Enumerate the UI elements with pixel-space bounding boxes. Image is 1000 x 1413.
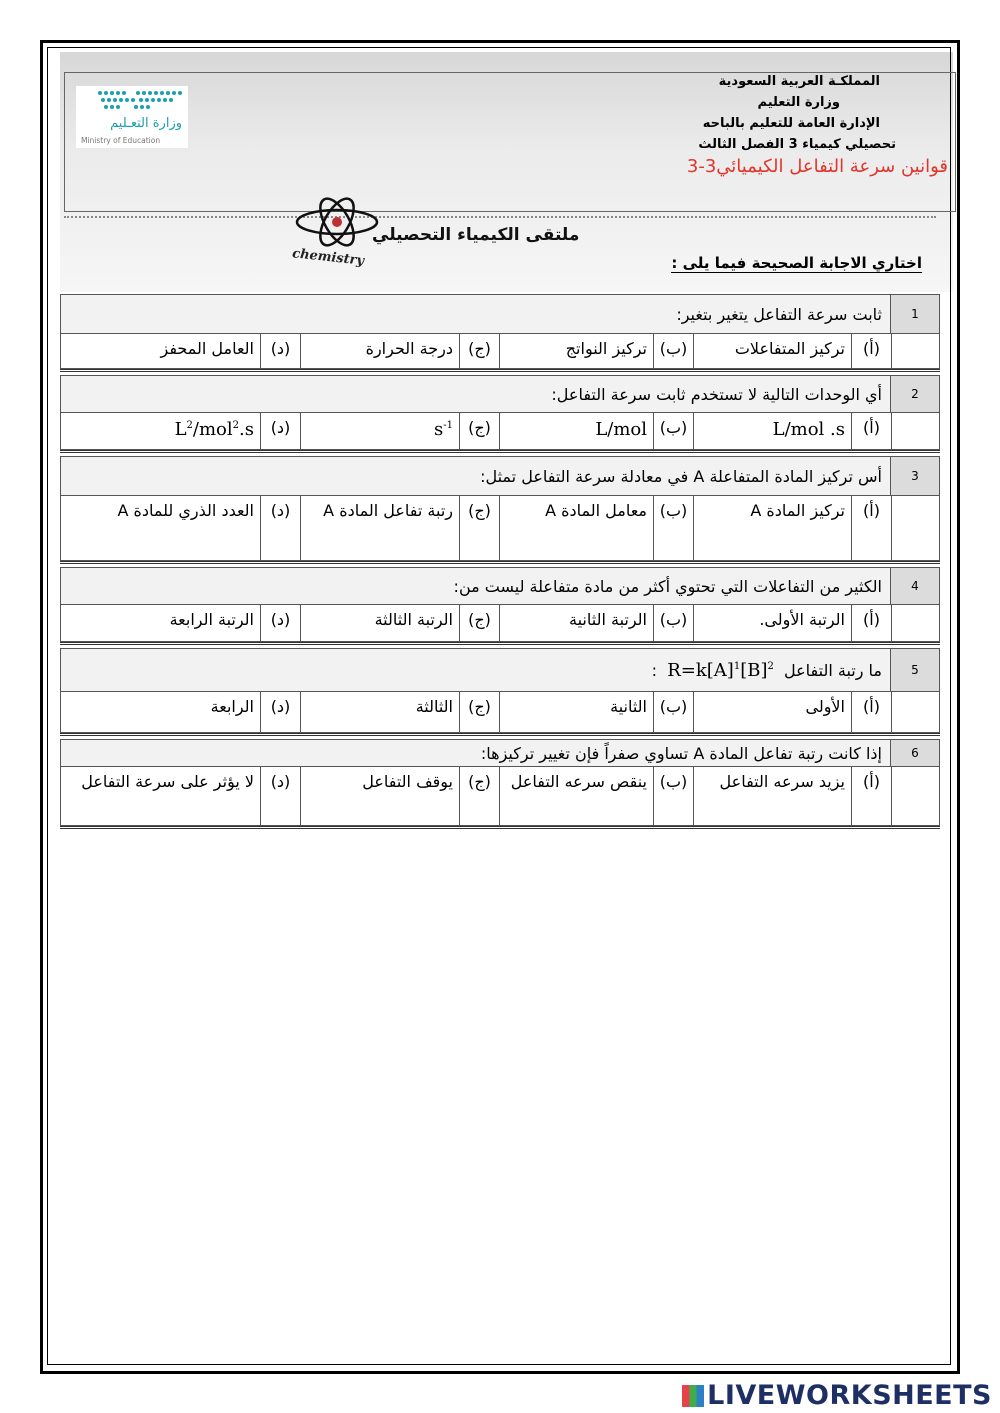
option-letter-b: (ب) — [653, 334, 693, 368]
option-b[interactable]: الرتبة الثانية — [499, 605, 653, 641]
option-letter-b: (ب) — [653, 496, 693, 560]
logo-arabic-text: وزارة التعـليم — [110, 116, 182, 131]
option-a[interactable]: L/mol .s — [693, 413, 851, 449]
option-b[interactable]: ينقص سرعه التفاعل — [499, 767, 653, 825]
option-a[interactable]: الأولى — [693, 692, 851, 732]
ministry-logo — [76, 86, 188, 148]
option-letter-a: (أ) — [851, 413, 891, 449]
question-6 — [60, 739, 940, 829]
answer-blank[interactable] — [891, 767, 939, 825]
option-c[interactable]: الرتبة الثالثة — [300, 605, 459, 641]
liveworksheets-brand: LIVEWORKSHEETS — [682, 1380, 992, 1411]
header-divider — [64, 216, 936, 218]
option-d[interactable]: العدد الذري للمادة A — [117, 501, 254, 520]
question-1 — [60, 294, 940, 372]
question-number: 6 — [890, 740, 939, 766]
logo-english-text: Ministry of Education — [81, 136, 161, 145]
header-line-directorate: الإدارة العامة للتعليم بالباحه — [702, 116, 880, 131]
question-2 — [60, 375, 940, 453]
option-d[interactable]: الرتبة الرابعة — [169, 610, 254, 629]
instruction-text: اختاري الاجابة الصحيحة فيما يلى : — [671, 254, 922, 272]
option-a[interactable]: تركيز المتفاعلات — [693, 334, 851, 368]
question-text: إذا كانت رتبة تفاعل المادة A تساوي صفراً فإن تغيير تركيزها: — [480, 743, 882, 763]
answer-blank[interactable] — [891, 605, 939, 641]
header-line-exam: تحصيلي كيمياء 3 الفصل الثالث — [698, 137, 896, 152]
question-text: أس تركيز المادة المتفاعلة A في معادلة سرعة التفاعل تمثل: — [480, 466, 882, 486]
question-text: ثابت سرعة التفاعل يتغير بتغير: — [676, 304, 882, 324]
questions-table — [60, 294, 940, 832]
chemistry-label: chemistry — [291, 246, 365, 269]
option-letter-c: (ج) — [459, 605, 499, 641]
question-4 — [60, 567, 940, 645]
option-letter-a: (أ) — [851, 496, 891, 560]
option-letter-a: (أ) — [851, 767, 891, 825]
answer-blank[interactable] — [891, 334, 939, 368]
option-letter-c: (ج) — [459, 767, 499, 825]
question-number: 5 — [890, 649, 939, 691]
question-3 — [60, 456, 940, 564]
option-letter-a: (أ) — [851, 334, 891, 368]
header-line-kingdom: المملكـة العربية السعودية — [718, 74, 880, 89]
option-a[interactable]: يزيد سرعه التفاعل — [693, 767, 851, 825]
question-text: الكثير من التفاعلات التي تحتوي أكثر من مادة متفاعلة ليست من: — [453, 576, 882, 596]
club-name: ملتقى الكيمياء التحصيلي — [372, 225, 580, 245]
atom-icon — [292, 190, 382, 250]
question-number: 4 — [890, 568, 939, 604]
liveworksheets-logo-icon — [682, 1385, 704, 1407]
answer-blank[interactable] — [891, 413, 939, 449]
option-letter-c: (ج) — [459, 496, 499, 560]
header-line-ministry: وزارة التعليم — [757, 95, 840, 110]
option-letter-d: (د) — [260, 692, 300, 732]
option-letter-a: (أ) — [851, 605, 891, 641]
option-letter-b: (ب) — [653, 413, 693, 449]
answer-blank[interactable] — [891, 496, 939, 560]
option-c[interactable]: درجة الحرارة — [300, 334, 459, 368]
worksheet-title: قوانين سرعة التفاعل الكيميائي3-3 — [686, 156, 948, 177]
option-letter-c: (ج) — [459, 413, 499, 449]
option-letter-d: (د) — [260, 413, 300, 449]
question-number: 2 — [890, 376, 939, 412]
option-d[interactable]: لا يؤثر على سرعة التفاعل — [81, 772, 254, 791]
option-letter-c: (ج) — [459, 334, 499, 368]
option-letter-d: (د) — [260, 605, 300, 641]
option-b[interactable]: تركيز النواتج — [499, 334, 653, 368]
option-letter-d: (د) — [260, 334, 300, 368]
question-text: ما رتبة التفاعل $R=k[A]^1[B]^2$ : — [651, 659, 882, 681]
option-letter-a: (أ) — [851, 692, 891, 732]
option-letter-c: (ج) — [459, 692, 499, 732]
question-5 — [60, 648, 940, 736]
option-a[interactable]: الرتبة الأولى. — [693, 605, 851, 641]
option-letter-b: (ب) — [653, 692, 693, 732]
question-text: أي الوحدات التالية لا تستخدم ثابت سرعة التفاعل: — [551, 384, 882, 404]
option-b[interactable]: معامل المادة A — [499, 496, 653, 560]
option-d[interactable]: الرابعة — [210, 697, 254, 716]
option-c[interactable]: الثالثة — [300, 692, 459, 732]
option-letter-d: (د) — [260, 496, 300, 560]
option-letter-b: (ب) — [653, 767, 693, 825]
option-c[interactable]: رتبة تفاعل المادة A — [300, 496, 459, 560]
option-b[interactable]: الثانية — [499, 692, 653, 732]
option-letter-b: (ب) — [653, 605, 693, 641]
option-d[interactable]: العامل المحفز — [160, 339, 254, 358]
option-c[interactable]: $s^{-1}$ — [300, 413, 459, 449]
answer-blank[interactable] — [891, 692, 939, 732]
ministry-logo-dots-icon — [76, 86, 188, 116]
question-number: 1 — [890, 295, 939, 333]
option-letter-d: (د) — [260, 767, 300, 825]
option-a[interactable]: تركيز المادة A — [693, 496, 851, 560]
question-number: 3 — [890, 457, 939, 495]
option-d[interactable]: $L^2/mol^2.s$ — [174, 419, 254, 440]
option-b[interactable]: L/mol — [499, 413, 653, 449]
option-c[interactable]: يوقف التفاعل — [300, 767, 459, 825]
